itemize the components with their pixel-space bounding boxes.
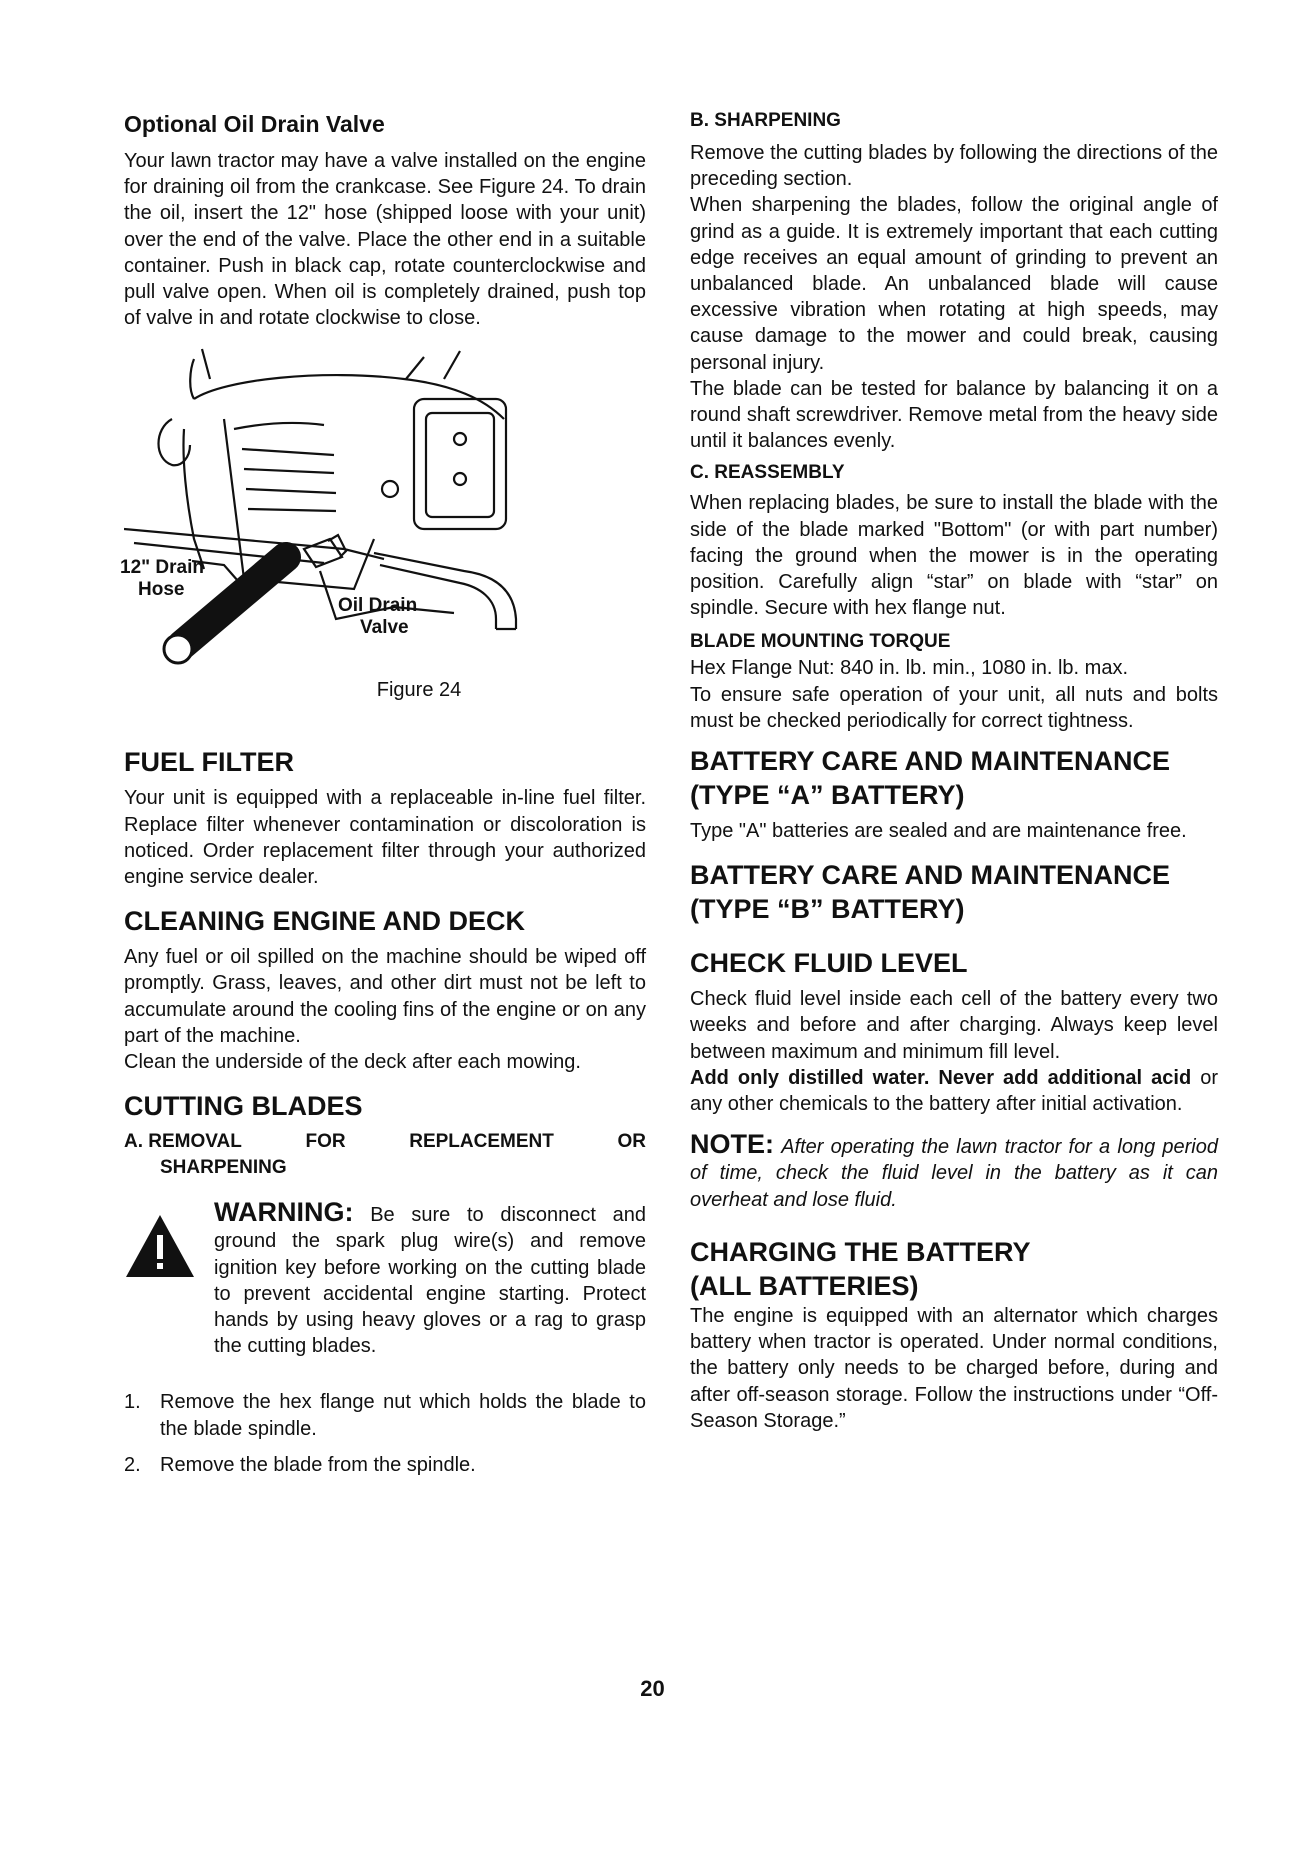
sharpening-text-2: When sharpening the blades, follow the original angle of grind as a guide. It is extremely important that each cutting edge receives an equal amount of grinding to prevent an unbalanced blade. An unbalanced blade will cause excessive vibration when rotating at high speeds, may cause damage to the mower and could break, causing personal injury. [690, 194, 1218, 374]
list-item: 2. Remove the blade from the spindle. [124, 1453, 476, 1476]
list-item: 1. Remove the hex flange nut which holds the blade to the blade spindle. [124, 1391, 646, 1440]
fuel-filter-heading: FUEL FILTER [124, 747, 294, 778]
valve-label: Oil Drain Valve [338, 595, 418, 639]
note-block [690, 1131, 1218, 1213]
torque-text-2: To ensure safe operation of your unit, all nuts and bolts must be checked periodically for correct tightness. [690, 683, 1218, 732]
sharpening-text-1: Remove the cutting blades by following the directions of the preceding section. [690, 142, 1218, 191]
oil-drain-valve-text: Your lawn tractor may have a valve installed on the engine for draining oil from the crankcase. See Figure 24. To drain the oil, insert the 12" hose (shipped loose with your unit) over the end of the valve. Place the other end in a suitable container. Push in black cap, rotate counterclockwise and pull valve open. When oil is completely drained, push top of valve in and rotate clockwise to close. [124, 150, 646, 330]
cutting-blades-heading: CUTTING BLADES [124, 1091, 363, 1122]
warning-text: Be sure to disconnect and ground the spark plug wire(s) and remove ignition key before working on the cutting blade to prevent accidental engine starting. Protect hands by using heavy gloves or a rag to grasp the cutting blades. [214, 1204, 646, 1358]
sharpening-heading: B. SHARPENING [690, 110, 841, 131]
note-title: NOTE: [690, 1129, 774, 1160]
cleaning-text-2: Clean the underside of the deck after each mowing. [124, 1051, 581, 1074]
cleaning-heading: CLEANING ENGINE AND DECK [124, 906, 526, 937]
warning-title: WARNING: [214, 1197, 354, 1228]
hose-label: 12" Drain Hose [120, 557, 204, 601]
warning-triangle-icon [124, 1213, 196, 1279]
reassembly-text: When replacing blades, be sure to install the blade with the side of the blade marked "Bottom" (or with part number) facing the ground when the mower is in the operating position. Carefully align “star” on blade with “star” on spindle. Secure with hex flange nut. [690, 492, 1218, 620]
sharpening-text-3: The blade can be tested for balance by balancing it on a round shaft screwdriver. Remove metal from the heavy side until it balances evenly. [690, 377, 1218, 453]
fuel-filter-text: Your unit is equipped with a replaceable in-line fuel filter. Replace filter whenever contamination or discoloration is noticed. Order replacement filter through your authorized engine service dealer. [124, 787, 646, 889]
torque-heading: BLADE MOUNTING TORQUE [690, 631, 951, 653]
fluid-text-2: Add only distilled water. Never add additional acid or any other chemicals to the battery after initial activation. [690, 1066, 1218, 1116]
oil-drain-valve-heading: Optional Oil Drain Valve [124, 111, 385, 137]
removal-subheading: A. REMOVAL FOR REPLACEMENT OR SHARPENING [124, 1131, 646, 1179]
battery-b-heading: BATTERY CARE AND MAINTENANCE (TYPE “B” BATTERY) [690, 860, 1171, 925]
figure-24-illustration [120, 339, 646, 759]
reassembly-heading: C. REASSEMBLY [690, 462, 845, 484]
figure-caption: Figure 24 [376, 679, 462, 702]
battery-a-text: Type "A" batteries are sealed and are maintenance free. [690, 820, 1187, 843]
right-column [690, 108, 1218, 1434]
fluid-text-1: Check fluid level inside each cell of the battery every two weeks and before and after charging. Always keep level between maximum and minimum fill level. [690, 988, 1218, 1063]
left-column [120, 108, 646, 1478]
cleaning-text: Any fuel or oil spilled on the machine should be wiped off promptly. Grass, leaves, and other dirt must not be left to accumulate around the cooling fins of the engine or on any part of the machine. [124, 946, 646, 1047]
warning-block [124, 1199, 646, 1359]
note-text: After operating the lawn tractor for a long period of time, check the fluid level in the battery as it can overheat and lose fluid. [690, 1136, 1219, 1211]
charging-heading: CHARGING THE BATTERY (ALL BATTERIES) [690, 1236, 1031, 1301]
torque-text: Hex Flange Nut: 840 in. lb. min., 1080 in. lb. max. [690, 657, 1128, 680]
removal-steps [124, 1389, 646, 1478]
page-number: 20 [640, 1676, 665, 1701]
battery-a-heading: BATTERY CARE AND MAINTENANCE (TYPE “A” BATTERY) [690, 746, 1171, 811]
charging-text: The engine is equipped with an alternator which charges battery when tractor is operated. Under normal conditions, the battery only needs to be charged before, during and after off-season storage. Follow the instructions under “Off-Season Storage.” [690, 1304, 1218, 1432]
check-fluid-heading: CHECK FLUID LEVEL [690, 948, 968, 979]
engine-drain-valve-drawing [124, 339, 646, 711]
